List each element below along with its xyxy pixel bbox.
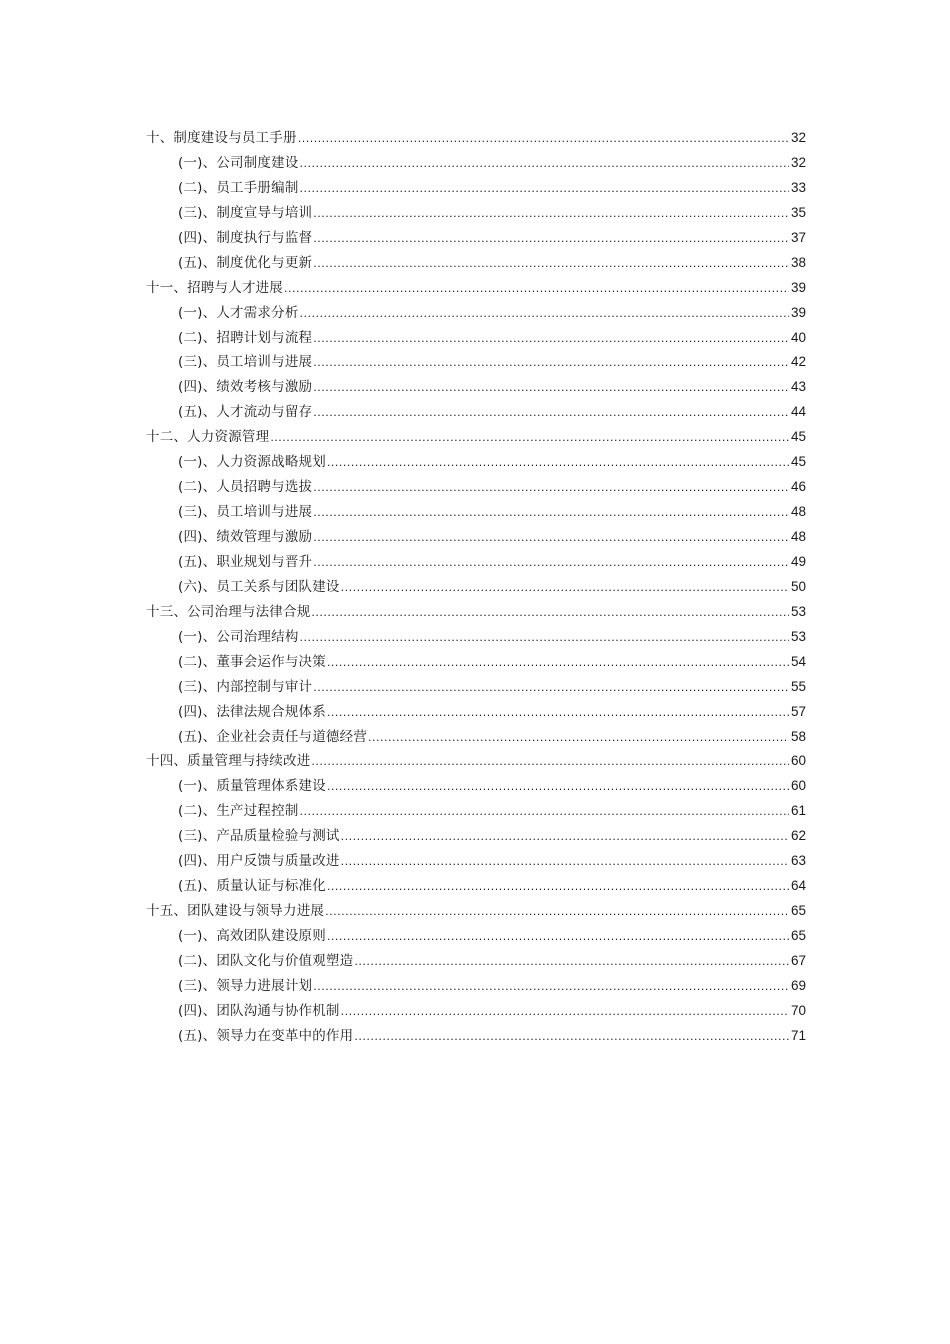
toc-section-entry[interactable] <box>146 500 806 525</box>
toc-entry-title: (五)、领导力在变革中的作用 <box>178 1027 354 1044</box>
toc-page-number: 50 <box>790 578 806 594</box>
toc-entry-title: (三)、制度宣导与培训 <box>178 204 313 221</box>
toc-page-number: 45 <box>790 429 806 445</box>
toc-dot-leader <box>270 426 789 451</box>
toc-page-number: 32 <box>790 130 806 145</box>
toc-page-number: 69 <box>790 977 806 993</box>
toc-page-number: 53 <box>790 628 806 644</box>
toc-dot-leader <box>313 551 789 576</box>
toc-section-entry[interactable] <box>146 874 806 899</box>
toc-chapter-entry[interactable] <box>146 899 806 924</box>
toc-dot-leader <box>313 975 789 1000</box>
toc-page-number: 48 <box>790 504 806 520</box>
toc-dot-leader <box>327 451 789 476</box>
toc-dot-leader <box>313 676 789 701</box>
toc-section-entry[interactable] <box>146 774 806 799</box>
toc-dot-leader <box>327 775 789 800</box>
toc-entry-title: (二)、招聘计划与流程 <box>178 329 313 346</box>
toc-chapter-entry[interactable] <box>146 425 806 450</box>
toc-page-number: 60 <box>790 753 806 769</box>
toc-section-entry[interactable] <box>146 725 806 750</box>
toc-page-number: 60 <box>790 778 806 794</box>
toc-page-number: 42 <box>790 354 806 370</box>
toc-section-entry[interactable] <box>146 176 806 201</box>
toc-page-number: 33 <box>790 179 806 195</box>
toc-page-number: 43 <box>790 379 806 395</box>
toc-section-entry[interactable] <box>146 400 806 425</box>
toc-page-number: 39 <box>790 279 806 295</box>
toc-entry-title: (二)、团队文化与价值观塑造 <box>178 952 354 969</box>
toc-dot-leader <box>313 401 789 426</box>
toc-entry-title: 十四、质量管理与持续改进 <box>146 753 311 770</box>
toc-page-number: 46 <box>790 479 806 495</box>
toc-chapter-entry[interactable] <box>146 126 806 151</box>
toc-page-number: 49 <box>790 553 806 569</box>
toc-dot-leader <box>313 476 789 501</box>
toc-dot-leader <box>313 202 789 227</box>
toc-section-entry[interactable] <box>146 201 806 226</box>
toc-page-number: 57 <box>790 703 806 719</box>
toc-page-number: 38 <box>790 254 806 270</box>
toc-page-number: 63 <box>790 853 806 869</box>
toc-dot-leader <box>300 177 789 202</box>
toc-entry-title: 十五、团队建设与领导力进展 <box>146 903 325 920</box>
toc-dot-leader <box>300 152 789 177</box>
toc-dot-leader <box>327 651 789 676</box>
toc-section-entry[interactable] <box>146 375 806 400</box>
toc-entry-title: (三)、员工培训与进展 <box>178 504 313 521</box>
toc-section-entry[interactable] <box>146 575 806 600</box>
toc-section-entry[interactable] <box>146 326 806 351</box>
toc-entry-title: (一)、公司治理结构 <box>178 628 299 645</box>
toc-page-number: 61 <box>790 803 806 819</box>
toc-dot-leader <box>311 601 789 626</box>
toc-entry-title: (五)、职业规划与晋升 <box>178 553 313 570</box>
toc-section-entry[interactable] <box>146 251 806 276</box>
toc-page-number: 53 <box>790 603 806 619</box>
toc-chapter-entry[interactable] <box>146 276 806 301</box>
toc-entry-title: (四)、用户反馈与质量改进 <box>178 853 340 870</box>
toc-page-number: 45 <box>790 454 806 470</box>
toc-page-number: 37 <box>790 229 806 245</box>
toc-dot-leader <box>313 351 789 376</box>
toc-dot-leader <box>368 726 789 751</box>
table-of-contents <box>146 126 806 1049</box>
toc-dot-leader <box>325 900 789 925</box>
toc-entry-title: 十二、人力资源管理 <box>146 429 270 446</box>
toc-dot-leader <box>300 626 789 651</box>
toc-entry-title: (六)、员工关系与团队建设 <box>178 578 340 595</box>
toc-dot-leader <box>313 327 789 352</box>
toc-dot-leader <box>354 1025 789 1050</box>
toc-section-entry[interactable] <box>146 824 806 849</box>
toc-section-entry[interactable] <box>146 949 806 974</box>
toc-page-number: 44 <box>790 404 806 420</box>
toc-entry-title: (三)、产品质量检验与测试 <box>178 828 340 845</box>
toc-page-number: 70 <box>790 1002 806 1018</box>
toc-page-number: 35 <box>790 204 806 220</box>
toc-page-number: 40 <box>790 329 806 345</box>
toc-entry-title: (二)、人员招聘与选拔 <box>178 479 313 496</box>
toc-dot-leader <box>313 501 789 526</box>
toc-entry-title: (五)、企业社会责任与道德经营 <box>178 728 368 745</box>
toc-page-number: 62 <box>790 828 806 844</box>
toc-section-entry[interactable] <box>146 525 806 550</box>
toc-page-number: 71 <box>790 1027 806 1043</box>
toc-dot-leader <box>327 875 789 900</box>
toc-section-entry[interactable] <box>146 974 806 999</box>
toc-dot-leader <box>300 302 789 327</box>
toc-page-number: 67 <box>790 952 806 968</box>
toc-dot-leader <box>300 800 789 825</box>
toc-page-number: 58 <box>790 728 806 744</box>
toc-entry-title: (五)、质量认证与标准化 <box>178 878 326 895</box>
toc-dot-leader <box>313 252 789 277</box>
toc-entry-title: (二)、员工手册编制 <box>178 179 299 196</box>
toc-entry-title: (四)、绩效考核与激励 <box>178 379 313 396</box>
toc-entry-title: (一)、高效团队建设原则 <box>178 928 326 944</box>
toc-dot-leader <box>284 277 789 302</box>
toc-entry-title: (五)、人才流动与留存 <box>178 404 313 421</box>
toc-dot-leader <box>313 227 789 252</box>
toc-entry-title: 十三、公司治理与法律合规 <box>146 603 311 620</box>
toc-section-entry[interactable] <box>146 849 806 874</box>
toc-section-entry[interactable] <box>146 550 806 575</box>
toc-section-entry[interactable] <box>146 450 806 475</box>
toc-entry-title: 十一、招聘与人才进展 <box>146 279 283 296</box>
toc-dot-leader <box>327 925 789 950</box>
toc-entry-title: (一)、人才需求分析 <box>178 304 299 321</box>
toc-dot-leader <box>341 825 789 850</box>
toc-dot-leader <box>313 376 789 401</box>
toc-page-number: 55 <box>790 678 806 694</box>
toc-page-number: 32 <box>790 154 806 170</box>
toc-dot-leader <box>327 701 789 726</box>
toc-page-number: 64 <box>790 878 806 894</box>
toc-entry-title: (四)、制度执行与监督 <box>178 229 313 246</box>
toc-section-entry[interactable] <box>146 151 806 176</box>
toc-section-entry[interactable] <box>146 650 806 675</box>
toc-chapter-entry[interactable] <box>146 600 806 625</box>
toc-entry-title: (一)、质量管理体系建设 <box>178 778 326 795</box>
toc-entry-title: (二)、董事会运作与决策 <box>178 653 326 670</box>
toc-entry-title: (四)、绩效管理与激励 <box>178 529 313 545</box>
toc-entry-title: (五)、制度优化与更新 <box>178 254 313 271</box>
toc-section-entry[interactable] <box>146 924 806 949</box>
toc-entry-title: (二)、生产过程控制 <box>178 803 299 820</box>
toc-entry-title: (三)、内部控制与审计 <box>178 678 313 695</box>
toc-entry-title: (一)、公司制度建设 <box>178 154 299 171</box>
toc-entry-title: 十、制度建设与员工手册 <box>146 130 297 146</box>
toc-section-entry[interactable] <box>146 675 806 700</box>
toc-entry-title: (三)、员工培训与进展 <box>178 354 313 371</box>
toc-section-entry[interactable] <box>146 700 806 725</box>
toc-dot-leader <box>311 750 789 775</box>
toc-page-number: 39 <box>790 304 806 320</box>
toc-page-number: 65 <box>790 928 806 943</box>
toc-section-entry[interactable] <box>146 226 806 251</box>
toc-page-number: 48 <box>790 529 806 544</box>
toc-section-entry[interactable] <box>146 799 806 824</box>
toc-dot-leader <box>341 1000 789 1025</box>
toc-entry-title: (四)、团队沟通与协作机制 <box>178 1002 340 1019</box>
toc-section-entry[interactable] <box>146 1024 806 1049</box>
toc-entry-title: (三)、领导力进展计划 <box>178 977 313 994</box>
toc-dot-leader <box>298 127 789 152</box>
toc-section-entry[interactable] <box>146 350 806 375</box>
toc-page-number: 65 <box>790 903 806 919</box>
toc-section-entry[interactable] <box>146 301 806 326</box>
toc-chapter-entry[interactable] <box>146 749 806 774</box>
toc-section-entry[interactable] <box>146 475 806 500</box>
toc-entry-title: (一)、人力资源战略规划 <box>178 454 326 471</box>
toc-dot-leader <box>313 526 789 551</box>
toc-dot-leader <box>354 950 789 975</box>
toc-section-entry[interactable] <box>146 625 806 650</box>
toc-dot-leader <box>341 850 789 875</box>
toc-dot-leader <box>341 576 789 601</box>
toc-section-entry[interactable] <box>146 999 806 1024</box>
toc-entry-title: (四)、法律法规合规体系 <box>178 703 326 720</box>
toc-page-number: 54 <box>790 653 806 669</box>
